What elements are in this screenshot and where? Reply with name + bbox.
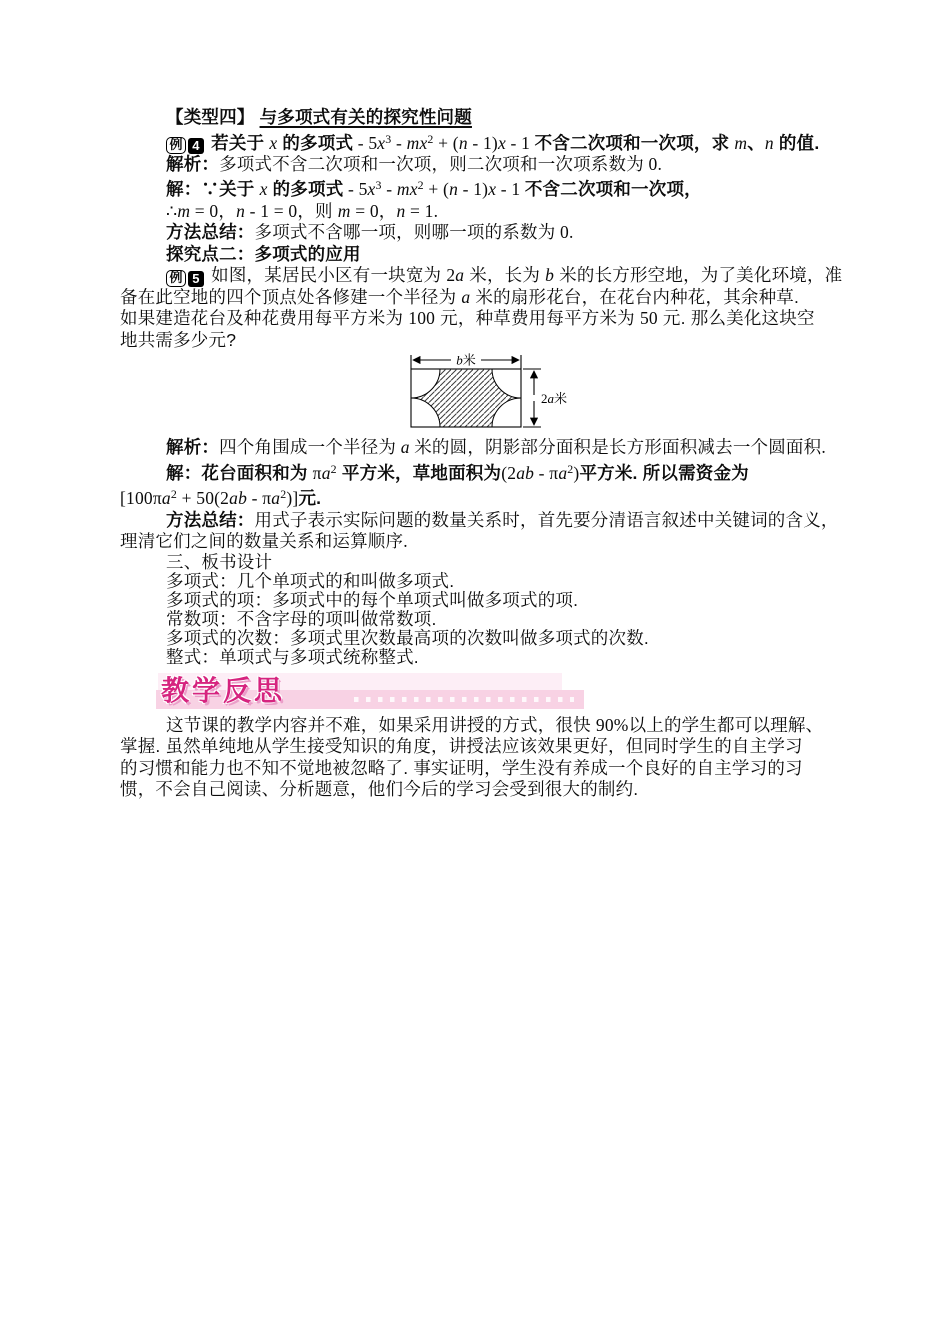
text-line: [120, 154, 840, 176]
text-run: - 1): [467, 132, 498, 153]
text-run: n: [396, 200, 406, 221]
text-run: = 0，: [350, 200, 397, 221]
text-run: ): [573, 462, 580, 483]
text-line: [120, 572, 840, 591]
text-run: 与多项式有关的探究性问题: [259, 107, 472, 127]
text-run: 整式：单项式与多项式统称整式.: [166, 646, 419, 667]
text-line: [120, 437, 840, 459]
text-run: 不含二次项和一次项，: [524, 179, 702, 200]
text-run: 方法总结：: [166, 222, 255, 243]
text-run: = 1.: [405, 200, 439, 221]
text-run: a: [461, 286, 471, 307]
text-line: [120, 308, 840, 330]
text-run: 100: [408, 308, 436, 329]
text-run: 解：花台面积和为: [166, 462, 313, 483]
text-run: 四个角围成一个半径为: [219, 437, 401, 458]
figure-right-label: 2a米: [541, 391, 568, 407]
text-line: [120, 129, 840, 154]
text-line: [120, 201, 840, 223]
text-run: - 1): [458, 179, 489, 200]
text-line: [120, 510, 840, 532]
text-run: - 1: [496, 179, 525, 200]
text-run: x: [269, 132, 278, 153]
text-line: [120, 330, 840, 352]
text-run: .: [657, 153, 663, 174]
text-line: [120, 629, 840, 648]
text-run: n: [458, 132, 468, 153]
text-run: 如果建造花台及种花费用每平方米为: [120, 308, 409, 329]
text-run: )]: [286, 488, 299, 509]
text-line: [120, 244, 840, 266]
text-run: 掌握. 虽然单纯地从学生接受知识的角度，讲授法应该效果更好，但同时学生的自主学习: [120, 736, 803, 757]
text-line: [120, 484, 840, 509]
example-badge-number: 4: [188, 138, 204, 154]
text-run: 米的长方形空地，为了美化环境，准: [554, 265, 843, 286]
text-run: - 1: [505, 132, 535, 153]
text-run: + (: [433, 132, 459, 153]
text-run: x: [367, 179, 376, 200]
text-run: ab: [516, 462, 535, 483]
text-run: 多项式的项：多项式中的每个单项式叫做多项式的项.: [166, 589, 579, 610]
text-line: [120, 758, 840, 780]
text-run: b: [545, 265, 555, 286]
text-run: 若关于: [211, 132, 270, 153]
text-run: ∴: [166, 200, 178, 221]
text-run: 2: [427, 131, 434, 146]
text-run: 如图，某居民小区有一块宽为: [211, 265, 447, 286]
text-line: [120, 779, 840, 801]
text-line: [120, 107, 840, 129]
text-run: 米的圆，阴影部分面积是长方形面积减去一个圆面积.: [409, 437, 826, 458]
text-run: 2: [567, 461, 574, 476]
text-run: m: [734, 132, 748, 153]
text-run: mx: [406, 132, 428, 153]
text-run: mx: [396, 179, 418, 200]
text-run: 这节课的教学内容并不难，如果采用讲授的方式，很快: [166, 714, 596, 735]
text-run: 多项式不含二次项和一次项，则二次项和一次项系数为: [219, 153, 649, 174]
text-run: 惯，不会自己阅读、分析题意，他们今后的学习会受到很大的制约.: [120, 779, 639, 800]
text-run: - π: [247, 488, 272, 509]
text-run: a: [455, 265, 465, 286]
text-run: 2: [330, 461, 337, 476]
example-badge-word: 例: [166, 137, 186, 154]
text-run: a: [400, 437, 410, 458]
text-run: m: [337, 200, 351, 221]
text-run: m: [177, 200, 191, 221]
text-run: 的值.: [773, 132, 820, 153]
text-run: 的多项式: [267, 179, 344, 200]
text-run: .: [568, 222, 574, 243]
text-run: 解析：: [166, 153, 220, 174]
example-badge: [166, 137, 204, 154]
text-run: 多项式不含哪一项，则哪一项的系数为: [254, 222, 560, 243]
text-line: [120, 222, 840, 244]
text-run: x: [259, 179, 268, 200]
text-run: 以上的学生都可以理解、: [628, 714, 824, 735]
text-run: a: [271, 488, 281, 509]
text-run: 90%: [595, 714, 629, 735]
text-run: 【类型四】: [166, 107, 260, 127]
banner-dotted-line: [354, 697, 574, 702]
text-run: 多项式的次数：多项式里次数最高项的次数叫做多项式的次数.: [166, 627, 649, 648]
reflection-banner: [156, 670, 584, 712]
text-run: 元，种草费用每平方米为: [435, 308, 640, 329]
text-run: 3: [375, 178, 382, 193]
text-run: n: [764, 132, 774, 153]
text-run: [100π: [120, 488, 162, 509]
text-run: 平方米，草地面积为: [336, 462, 502, 483]
text-run: -: [381, 179, 397, 200]
text-run: ab: [229, 488, 248, 509]
text-run: n: [236, 200, 246, 221]
text-run: x: [377, 132, 386, 153]
text-run: 米的扇形花台，在花台内种花，其余种草.: [470, 286, 800, 307]
text-run: - 5: [353, 132, 378, 153]
text-run: 0: [648, 153, 658, 174]
text-run: 米，长为: [464, 265, 546, 286]
text-run: 、: [747, 132, 765, 153]
text-run: = 0，: [190, 200, 237, 221]
text-run: x: [488, 179, 497, 200]
text-run: 的多项式: [277, 132, 354, 153]
example-badge: [166, 270, 204, 287]
text-run: 探究点二：多项式的应用: [166, 243, 361, 264]
text-run: + (: [423, 179, 450, 200]
text-run: 方法总结：: [166, 509, 255, 530]
text-run: 多项式：几个单项式的和叫做多项式.: [166, 570, 455, 591]
text-line: [120, 175, 840, 200]
text-line: [120, 610, 840, 629]
geometry-figure: [407, 353, 583, 433]
figure-top-label: b米: [456, 353, 476, 368]
text-run: 平方米. 所以需资金为: [579, 462, 749, 483]
text-line: [120, 553, 840, 572]
text-run: 解：∵关于: [166, 179, 260, 200]
text-line: [120, 736, 840, 758]
text-run: -: [391, 132, 407, 153]
example-badge-number: 5: [188, 271, 204, 287]
text-run: 地共需多少元?: [120, 329, 237, 350]
text-run: - π: [534, 462, 559, 483]
text-run: 常数项：不含字母的项叫做常数项.: [166, 608, 437, 629]
text-run: 的习惯和能力也不知不觉地被忽略了. 事实证明，学生没有养成一个良好的自主学习的习: [120, 757, 803, 778]
text-line: [120, 591, 840, 610]
example-badge-word: 例: [166, 270, 186, 287]
text-run: a: [161, 488, 171, 509]
text-run: 元.: [298, 488, 322, 509]
text-run: n: [449, 179, 459, 200]
banner-title: 教学反思: [161, 674, 286, 706]
text-run: - 1 = 0，: [245, 200, 316, 221]
dimension-extension-lines-right: [523, 369, 541, 427]
text-line: [120, 531, 840, 553]
figure-block: [120, 353, 840, 433]
text-run: 三、板书设计: [166, 551, 273, 572]
text-run: 2: [170, 487, 178, 502]
text-run: 2: [280, 487, 287, 502]
text-line: [120, 459, 840, 484]
text-run: 2: [446, 265, 456, 286]
text-run: 50: [639, 308, 658, 329]
text-run: a: [321, 462, 331, 483]
text-run: 用式子表示实际问题的数量关系时，首先要分清语言叙述中关键词的含义，: [254, 509, 839, 530]
text-run: 元. 那么美化这块空: [657, 308, 815, 329]
text-run: 3: [385, 131, 392, 146]
text-run: a: [558, 462, 568, 483]
text-run: 不含二次项和一次项，求: [534, 132, 735, 153]
text-run: 则: [315, 200, 338, 221]
text-run: 理清它们之间的数量关系和运算顺序.: [120, 531, 408, 552]
text-run: π: [312, 462, 322, 483]
text-run: 2: [417, 178, 424, 193]
hatched-grass-region: [411, 369, 521, 427]
text-line: [120, 287, 840, 309]
text-line: [120, 715, 840, 737]
text-run: + 50(2: [177, 488, 230, 509]
text-run: 0: [559, 222, 569, 243]
text-run: (2: [501, 462, 517, 483]
text-run: 解析：: [166, 437, 220, 458]
text-lines: [120, 107, 843, 801]
text-run: x: [497, 132, 506, 153]
text-run: 备在此空地的四个顶点处各修建一个半径为: [120, 286, 462, 307]
text-run: - 5: [343, 179, 368, 200]
text-line: [120, 648, 840, 667]
text-line: [120, 265, 843, 287]
